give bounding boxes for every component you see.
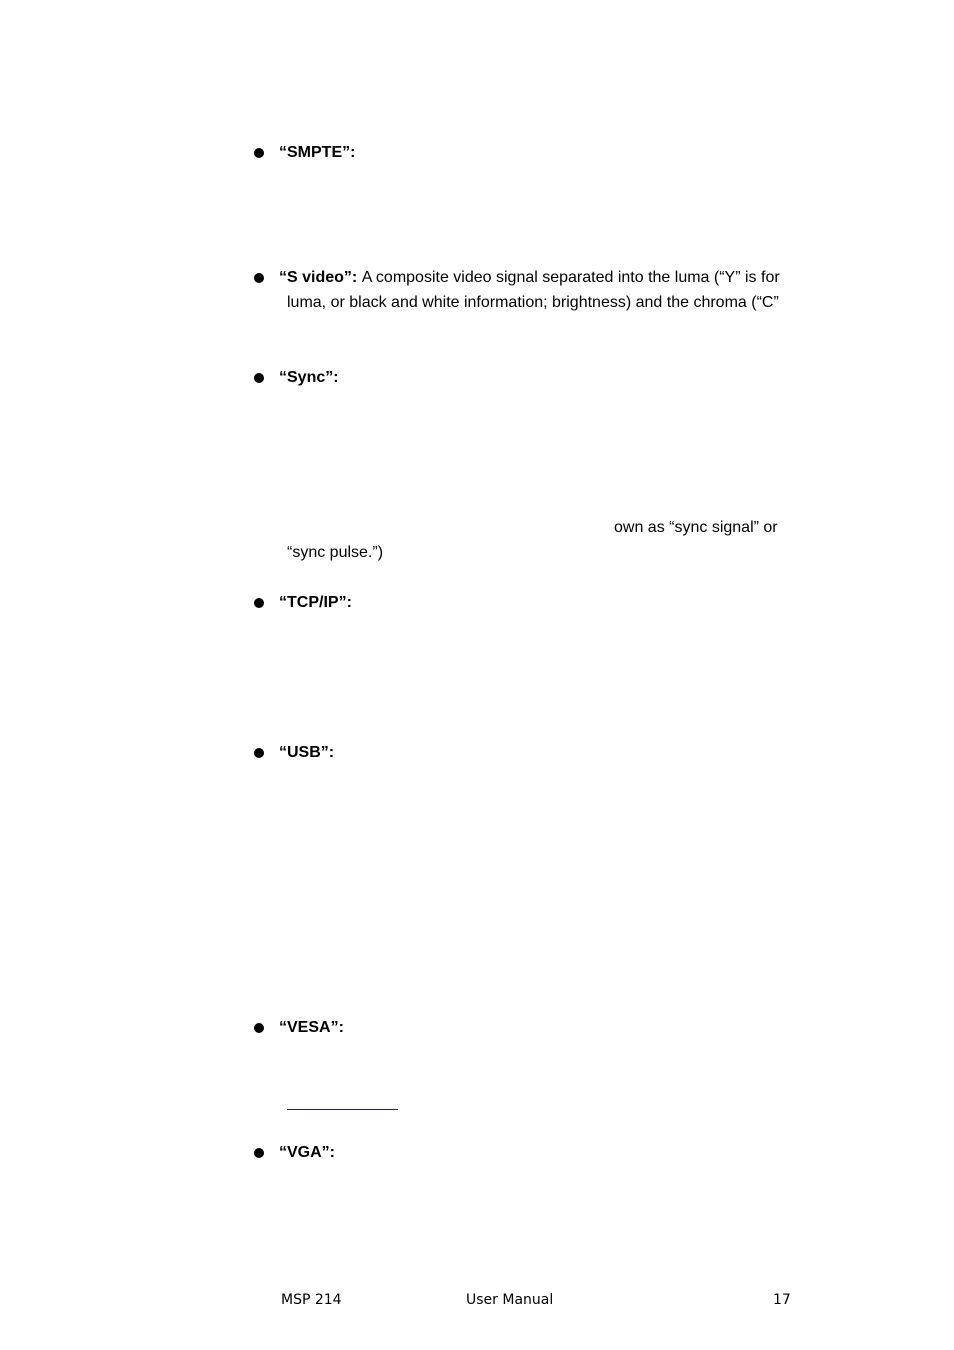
- bullet-icon: [254, 148, 264, 158]
- bullet-icon: [254, 373, 264, 383]
- bullet-icon: [254, 1148, 264, 1158]
- bullet-icon: [254, 748, 264, 758]
- bullet-icon: [254, 1023, 264, 1033]
- term-vga: “VGA”:: [279, 1144, 335, 1161]
- footer-title: User Manual: [466, 1292, 554, 1308]
- svideo-desc-line-1: A composite video signal separated into the luma (“Y” is for: [361, 269, 780, 286]
- sync-fragment-2: “sync pulse.”): [287, 544, 384, 561]
- term-svideo: [279, 265, 780, 290]
- vesa-link-underline[interactable]: [287, 1109, 398, 1110]
- term-vesa: “VESA”:: [279, 1019, 344, 1036]
- bullet-icon: [254, 598, 264, 608]
- term-sync: “Sync”:: [279, 369, 339, 386]
- term-usb: “USB”:: [279, 744, 335, 761]
- footer-page-number: 17: [773, 1292, 791, 1308]
- term-svideo-label: “S video”:: [279, 269, 358, 286]
- term-tcpip: “TCP/IP”:: [279, 594, 352, 611]
- bullet-icon: [254, 273, 264, 283]
- term-smpte: “SMPTE”:: [279, 144, 356, 161]
- svideo-desc-line-2: luma, or black and white information; brightness) and the chroma (“C”: [287, 294, 779, 311]
- sync-fragment-1: own as “sync signal” or: [614, 519, 778, 536]
- footer-model: MSP 214: [281, 1292, 342, 1308]
